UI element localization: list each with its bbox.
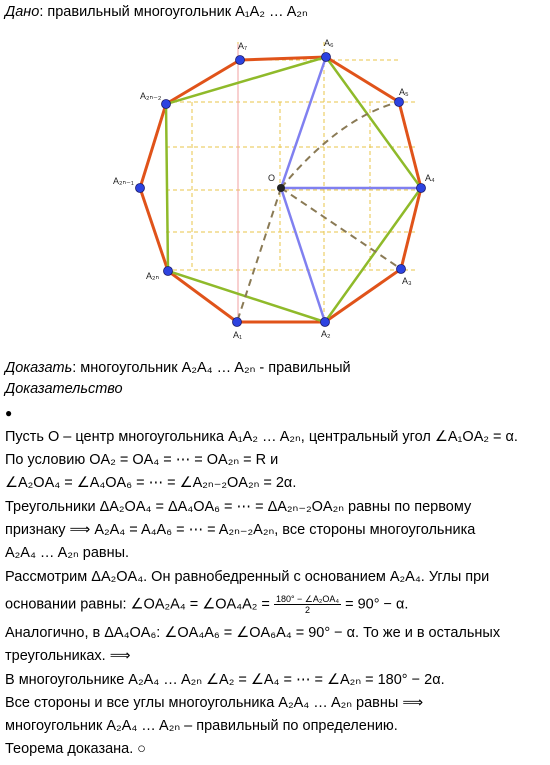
construction-grid xyxy=(166,42,415,322)
vertex-label-a7: A₇ xyxy=(238,41,248,51)
proof-line-6: A₂A₄ … A₂ₙ равны. xyxy=(5,545,130,561)
proof-line-12: Все стороны и все углы многоугольника A₂A₄ … A₂ₙ равны ⟹ xyxy=(5,695,424,711)
proof-line-13: многоугольник A₂A₄ … A₂ₙ – правильный по определению. xyxy=(5,718,398,734)
proof-line-4: Треугольники ΔA₂OA₄ = ΔA₄OA₆ = ⋯ = ΔA₂ₙ₋₂OA₂ₙ равны по первому xyxy=(5,499,472,515)
given-text: : правильный многоугольник A₁A₂ … A₂ₙ xyxy=(39,4,308,20)
proof-line-9: Аналогично, в ΔA₄OA₆: ∠OA₄A₆ = ∠OA₆A₄ = 90° − α. То же и в остальных xyxy=(5,625,501,641)
given-line xyxy=(5,3,308,21)
angle-fraction xyxy=(274,594,341,615)
proof-line-7: Рассмотрим ΔA₂OA₄. Он равнобедренный с основанием A₂A₄. Углы при xyxy=(5,569,490,585)
proof-line-10: треугольниках. ⟹ xyxy=(5,648,131,664)
center-point xyxy=(277,184,285,192)
vertex-label-a2n: A₂ₙ xyxy=(146,271,160,281)
vertex-label-a2n-1: A₂ₙ₋₁ xyxy=(113,176,134,186)
vertex-label-a2n-2: A₂ₙ₋₂ xyxy=(140,91,162,101)
fraction-numerator: 180° − ∠A₂OA₄ xyxy=(275,594,340,604)
proof-line-11: В многоугольнике A₂A₄ … A₂ₙ ∠A₂ = ∠A₄ = ⋯ = ∠A₂ₙ = 180° − 2α. xyxy=(5,672,445,688)
vertex-label-a2: A₂ xyxy=(321,329,331,339)
proof-line-8 xyxy=(5,594,408,615)
vertex-label-a4: A₄ xyxy=(425,173,435,183)
proof-line-1: Пусть O – центр многоугольника A₁A₂ … A₂ₙ, центральный угол ∠A₁OA₂ = α. xyxy=(5,429,518,445)
vertex-label-a6: A₆ xyxy=(324,38,334,48)
dashed-lines xyxy=(237,102,401,322)
proof-label: Доказательство xyxy=(5,381,123,397)
vertex-label-a5: A₅ xyxy=(399,87,409,97)
prove-label: Доказать xyxy=(5,360,73,376)
proof-line-3: ∠A₂OA₄ = ∠A₄OA₆ = ⋯ = ∠A₂ₙ₋₂OA₂ₙ = 2α. xyxy=(5,475,297,491)
fraction-denominator: 2 xyxy=(304,605,310,615)
proof-line-8-end: = 90° − α. xyxy=(345,596,409,613)
vertex-label-a1: A₁ xyxy=(233,330,243,340)
proof-line-8-start: основании равны: ∠OA₂A₄ = ∠OA₄A₂ = xyxy=(5,596,270,613)
prove-text: : многоугольник A₂A₄ … A₂ₙ - правильный xyxy=(72,360,351,376)
vertex-label-a3: A₃ xyxy=(402,276,412,286)
proof-line-14: Теорема доказана. ○ xyxy=(5,741,147,757)
given-label: Дано xyxy=(5,4,40,20)
polygon-figure xyxy=(0,22,550,362)
prove-line xyxy=(5,359,351,377)
proof-line-2: По условию OA₂ = OA₄ = ⋯ = OA₂ₙ = R и xyxy=(5,452,279,468)
center-label: O xyxy=(268,173,276,183)
proof-line-5: признаку ⟹ A₂A₄ = A₄A₆ = ⋯ = A₂ₙ₋₂A₂ₙ, все стороны многоугольника xyxy=(5,522,476,538)
bullet: ● xyxy=(5,406,13,420)
